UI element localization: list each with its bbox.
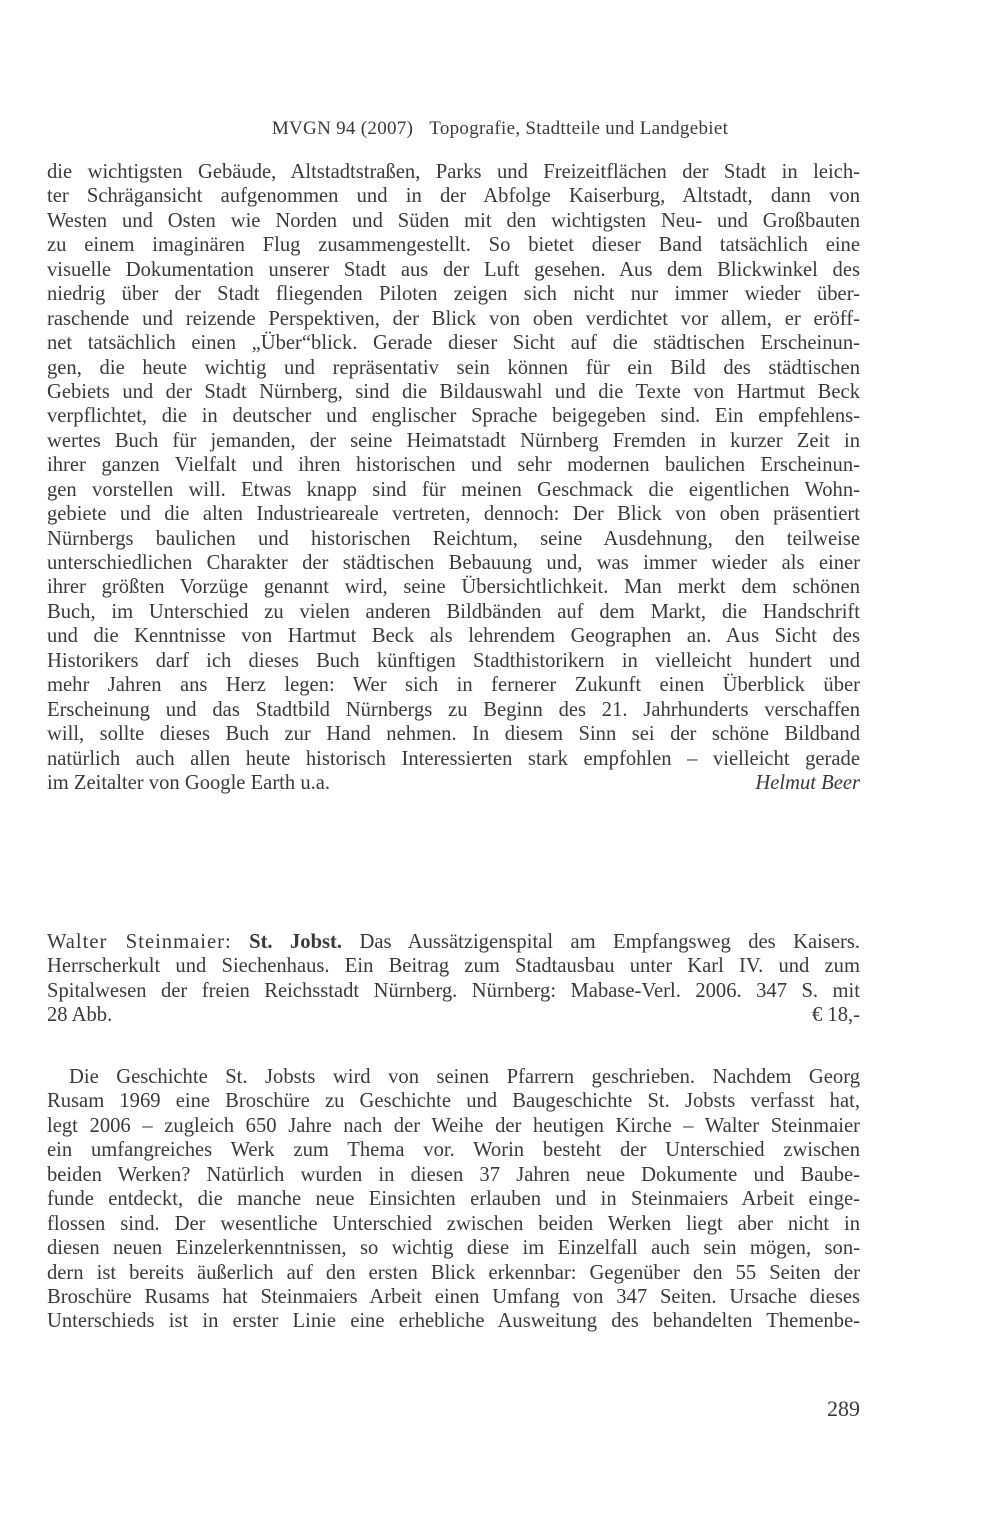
text-line: Westen und Osten wie Norden und Süden mit den wichtigsten Neu- und Großbauten <box>47 209 860 232</box>
text-line: ein umfangreiches Werk zum Thema vor. Worin besteht der Unterschied zwischen <box>47 1139 860 1162</box>
text-line: Gebiets und der Stadt Nürnberg, sind die Bildauswahl und die Texte von Hartmut Beck <box>47 380 860 403</box>
text-line-with-signature <box>47 771 860 795</box>
book-title: St. Jobst. <box>249 931 343 953</box>
page-number: 289 <box>827 1396 860 1421</box>
text-line: beiden Werken? Natürlich wurden in diesen 37 Jahren neue Dokumente und Baube- <box>47 1163 860 1186</box>
book-subtitle: Das Aussätzigenspital am Empfangsweg des Kaisers. <box>359 931 860 953</box>
text-line: mehr Jahren ans Herz legen: Wer sich in fernerer Zukunft einen Überblick über <box>47 674 860 697</box>
review-1-text <box>47 160 860 795</box>
text-line: ter Schrägansicht aufgenommen und in der Abfolge Kaiserburg, Altstadt, dann von <box>47 185 860 208</box>
text-line: im Zeitalter von Google Earth u.a. <box>47 771 331 794</box>
text-line: funde entdeckt, die manche neue Einsichten erlauben und in Steinmaiers Arbeit einge- <box>47 1188 860 1211</box>
text-line: die wichtigsten Gebäude, Altstadtstraßen, Parks und Freizeitflächen der Stadt in leich- <box>47 161 860 183</box>
biblio-line: Herrscherkult und Siechenhaus. Ein Beitrag zum Stadtausbau unter Karl IV. und zum <box>47 955 860 978</box>
text-line: flossen sind. Der wesentliche Unterschied zwischen beiden Werken liegt aber nicht in <box>47 1212 860 1235</box>
text-line: niedrig über der Stadt fliegenden Piloten zeigen sich nicht nur immer wieder über- <box>47 283 860 306</box>
reviewer-signature: Helmut Beer <box>755 771 860 794</box>
book-author: Walter Steinmaier: <box>47 931 232 953</box>
text-line: Broschüre Rusams hat Steinmaiers Arbeit einen Umfang von 347 Seiten. Ursache dieses <box>47 1285 860 1308</box>
text-line: gen vorstellen will. Etwas knapp sind für meinen Geschmack die eigentlichen Wohn- <box>47 478 860 501</box>
book-price: € 18,- <box>811 1004 860 1027</box>
text-line: Erscheinung und das Stadtbild Nürnbergs zu Beginn des 21. Jahrhunderts verschaffen <box>47 698 860 721</box>
text-line: wertes Buch für jemanden, der seine Heimatstadt Nürnberg Fremden in kurzer Zeit in <box>47 429 860 452</box>
text-line: visuelle Dokumentation unserer Stadt aus der Luft gesehen. Aus dem Blickwinkel des <box>47 258 860 281</box>
text-line: Historikers darf ich dieses Buch künftigen Stadthistorikern in vielleicht hundert und <box>47 649 860 672</box>
text-line: raschende und reizende Perspektiven, der Blick von oben verdichtet vor allem, er eröff- <box>47 307 860 330</box>
section-title: Topografie, Stadtteile und Landgebiet <box>429 118 729 139</box>
text-line: Buch, im Unterschied zu vielen anderen Bildbänden auf dem Markt, die Handschrift <box>47 600 860 623</box>
text-line: Rusam 1969 eine Broschüre zu Geschichte und Baugeschichte St. Jobsts verfasst hat, <box>47 1090 860 1113</box>
text-line: ihrer größten Vorzüge genannt wird, seine Übersichtlichkeit. Man merkt dem schönen <box>47 576 860 599</box>
text-line: diesen neuen Einzelerkenntnissen, so wichtig diese im Einzelfall auch sein mögen, son- <box>47 1237 860 1260</box>
text-line: Die Geschichte St. Jobsts wird von seinen Pfarrern geschrieben. Nachdem Georg <box>69 1066 860 1088</box>
biblio-line: Spitalwesen der freien Reichsstadt Nürnberg. Nürnberg: Mabase-Verl. 2006. 347 S. mit <box>47 979 860 1002</box>
text-line: gebiete und die alten Industrieareale vertreten, dennoch: Der Blick von oben präsentiert <box>47 503 860 526</box>
text-line: unterschiedlichen Charakter der städtischen Bebauung und, was immer wieder als einer <box>47 552 860 574</box>
text-line: Nürnbergs baulichen und historischen Reichtum, seine Ausdehnung, den teilweise <box>47 527 860 550</box>
running-head <box>0 118 1000 140</box>
text-line: ihrer ganzen Vielfalt und ihren historischen und sehr modernen baulichen Erscheinun- <box>47 454 860 477</box>
text-line: gen, die heute wichtig und repräsentativ sein können für ein Bild des städtischen <box>47 356 860 379</box>
text-line: natürlich auch allen heute historisch Interessierten stark empfohlen – vielleicht gerade <box>47 747 860 770</box>
journal-reference: MVGN 94 (2007) <box>271 118 414 139</box>
biblio-line <box>47 930 860 954</box>
text-line: will, sollte dieses Buch zur Hand nehmen. In diesem Sinn sei der schöne Bildband <box>47 723 860 746</box>
illustrations-count: 28 Abb. <box>47 1004 113 1027</box>
review-2-text <box>47 1065 860 1334</box>
bibliographic-entry <box>47 930 860 1028</box>
text-line: legt 2006 – zugleich 650 Jahre nach der Weihe der heutigen Kirche – Walter Steinmaier <box>47 1114 860 1137</box>
text-line: verpflichtet, die in deutscher und englischer Sprache beigegeben sind. Ein empfehlens- <box>47 405 860 428</box>
text-line: zu einem imaginären Flug zusammengestellt. So bietet dieser Band tatsächlich eine <box>47 234 860 257</box>
biblio-line <box>47 1003 860 1027</box>
text-line: und die Kenntnisse von Hartmut Beck als lehrendem Geographen an. Aus Sicht des <box>47 625 860 648</box>
text-line: Unterschieds ist in erster Linie eine erhebliche Ausweitung des behandelten Themenbe- <box>47 1310 860 1333</box>
text-line: dern ist bereits äußerlich auf den ersten Blick erkennbar: Gegenüber den 55 Seiten der <box>47 1261 860 1284</box>
text-line: net tatsächlich einen „Über“blick. Gerade dieser Sicht auf die städtischen Erscheinun- <box>47 332 860 355</box>
